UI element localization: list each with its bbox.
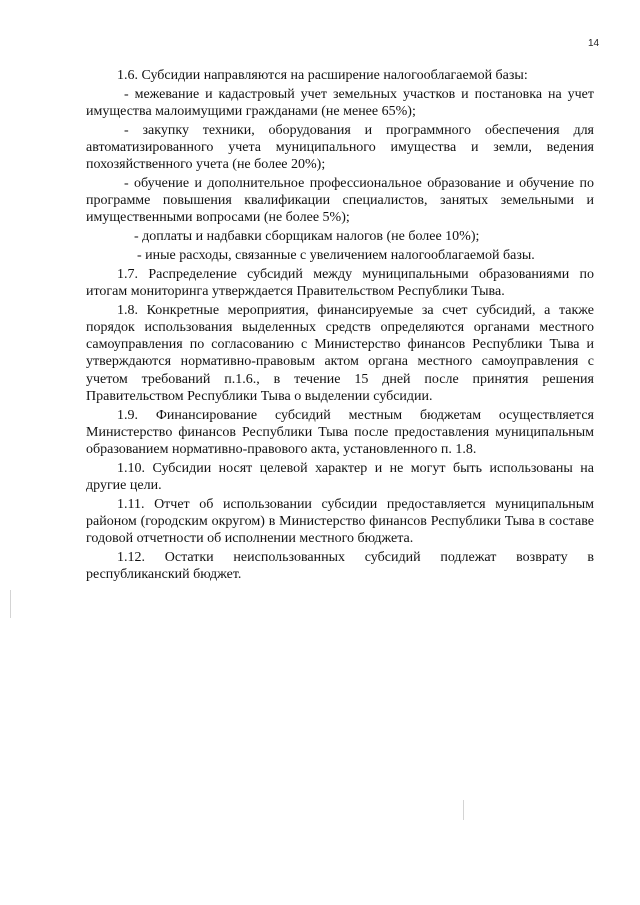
list-item-land-survey: - межевание и кадастровый учет земельных участков и постановка на учет имущества малоимущими гражданами (не менее 65%);	[86, 86, 594, 119]
list-item-tax-collector-bonuses: - доплаты и надбавки сборщикам налогов (не более 10%);	[134, 229, 480, 245]
list-item-training: - обучение и дополнительное профессиональное образование и обучение по программе повышения квалификации специалистов, занятых земельными и имущественными вопросами (не более 5%);	[86, 176, 594, 226]
paragraph-1-10: 1.10. Субсидии носят целевой характер и не могут быть использованы на другие цели.	[86, 460, 594, 494]
paragraph-1-9: 1.9. Финансирование субсидий местным бюджетам осуществляется Министерство финансов Республики Тыва после предоставления муниципальным образованием нормативно-правового акта, установленного п. 1.8.	[86, 407, 594, 458]
paragraph-1-11: 1.11. Отчет об использовании субсидии предоставляется муниципальным районом (городским округом) в Министерство финансов Республики Тыва в составе годовой отчетности об исполнении местного бюджета.	[86, 496, 594, 547]
scan-artifact	[10, 590, 11, 618]
paragraph-1-7: 1.7. Распределение субсидий между муниципальными образованиями по итогам мониторинга утверждается Правительством Республики Тыва.	[86, 266, 594, 299]
paragraph-1-12: 1.12. Остатки неиспользованных субсидий подлежат возврату в республиканский бюджет.	[86, 550, 594, 583]
document-body	[86, 67, 594, 585]
paragraph-1-6: 1.6. Субсидии направляются на расширение налогооблагаемой базы:	[117, 68, 528, 83]
list-item-equipment-purchase: - закупку техники, оборудования и программного обеспечения для автоматизированного учета муниципального имущества и земли, ведения похозяйственного учета (не более 20%);	[86, 122, 594, 173]
list-item-other-expenses: - иные расходы, связанные с увеличением налогооблагаемой базы.	[137, 248, 535, 263]
paragraph-1-8: 1.8. Конкретные мероприятия, финансируемые за счет субсидий, а также порядок использования выделенных средств определяются органами местного самоуправления по согласованию с Министерство финансов Республики Тыва и утверждаются нормативно-правовым актом органа местного самоуправления с учетом требований п.1.6., в течение 15 дней после принятия решения Правительством Республики Тыва о выделении субсидии.	[86, 302, 594, 404]
scan-artifact	[463, 800, 464, 820]
page-number: 14	[588, 38, 600, 49]
